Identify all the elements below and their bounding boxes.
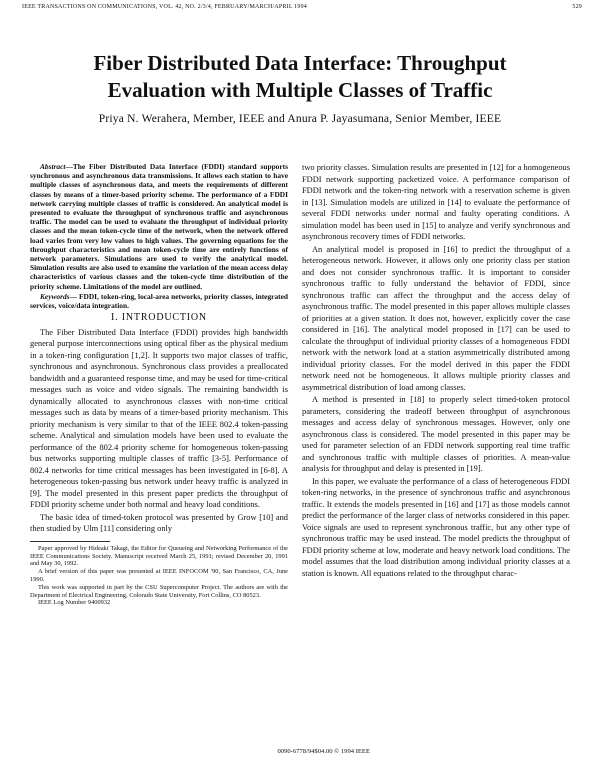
- copyright-line: 0090-6778/94$04.00 © 1994 IEEE: [277, 748, 370, 755]
- abstract-label: Abstract: [40, 162, 66, 171]
- journal-header: IEEE TRANSACTIONS ON COMMUNICATIONS, VOL. 42, NO. 2/3/4, FEBRUARY/MARCH/APRIL 1994: [22, 4, 307, 10]
- footnote: [30, 545, 288, 607]
- footnote-divider: [30, 541, 110, 542]
- running-head: [22, 4, 582, 10]
- intro-paragraph: The Fiber Distributed Data Interface (FDDI) provides high bandwidth general purpose interconnections using optical fiber as the physical medium in a token-ring configuration [1,2]. It supports two major classes of traffic, synchronous and asynchronous. Synchronous class provides a preallocated bandwidth and a guaranteed response time, and may be used for time-critical messages such as voice and video signals. The remaining bandwidth is dynamically allocated to asynchronous classes with non-time critical messages such as data by means of a timer-based priority mechanism. This priority mechanism is very similar to that of the IEEE 802.4 token-passing scheme. Analytical and simulation models have been used to evaluate the performance of the 802.4 priority scheme for homogeneous token-passing bus networks supporting multiple classes of traffic [3-5]. Performance of 802.4 networks for time critical messages has been investigated in [6-8]. A heterogeneous token-passing bus network under heavy traffic is analyzed in [9]. The model presented in this present paper predicts the throughput of FDDI priority scheme under both normal and heavy load conditions.: [30, 327, 288, 510]
- ieee-log-number: IEEE Log Number 9400932: [38, 599, 111, 607]
- right-column: [302, 162, 570, 580]
- title-line-2: Evaluation with Multiple Classes of Traffic: [107, 78, 493, 102]
- author-line: Priya N. Werahera, Member, IEEE and Anura P. Jayasumana, Senior Member, IEEE: [98, 113, 502, 125]
- footnote-paragraph: This work was supported in part by the CSU Supercomputer Project. The authors are with the Department of Electrical Engineering, Colorado State University, Fort Collins, CO 80523.: [30, 583, 288, 599]
- footnote-paragraph: A brief version of this paper was presented at IEEE INFOCOM '90, San Francisco, CA, June 1990.: [30, 568, 288, 583]
- footnote-paragraph: Paper approved by Hideaki Takagi, the Editor for Queueing and Networking Performance of the IEEE Communications Society. Manuscript received March 25, 1991; revised December 20, 1991 and May 30, 1992.: [30, 544, 288, 568]
- keywords: [30, 292, 288, 310]
- page-footer: [30, 748, 570, 755]
- title-line-1: Fiber Distributed Data Interface: Throughput: [93, 51, 507, 75]
- section-heading: I. INTRODUCTION: [111, 312, 207, 324]
- body-paragraph: An analytical model is proposed in [16] to predict the throughput of a heterogeneous network. However, it allows only one priority class per station and does not consider synchronous traffic. It is important to consider synchronous traffic to fully understand the behavior of FDDI, since synchronous traffic can affect the throughput and the access delay of asynchronous traffic. The model presented in this paper allows multiple classes of priorities at a given station. It does not, however, explicitly cover the case considered in [16]. The analytical model proposed in [17] can be used to calculate the throughput of individual priority classes of a homogeneous FDDI network with the network load at a station asymmetrically distributed among individual priority classes. For the model derived in this paper the FDDI network need not be homogeneous. It allows multiple priority classes and asymmetrical distribution of load among classes.: [302, 244, 570, 392]
- paper-title: [0, 50, 600, 104]
- body-paragraph: In this paper, we evaluate the performance of a class of heterogeneous FDDI token-ring networks, in the presence of synchronous traffic and asynchronous traffic. It extends the models presented in [16] and [17] as those models cannot predict the performance of the larger class of networks considered in this paper. Voice signals are used to represent synchronous traffic, but any other type of synchronous traffic may be used instead. The model predicts the throughput of FDDI priority scheme at low, moderate and heavy network load conditions. The model assumes that the load distribution among individual priority classes at a station is known. All equations related to the throughput charac-: [302, 476, 570, 578]
- body-paragraph: two priority classes. Simulation results are presented in [12] for a homogeneous FDDI network supporting packetized voice. A performance comparison of FDDI network and the token-ring network with a reservation scheme is given in [13]. Simulation models are utilized in [14] to evaluate the performance of several FDDI networks under normal and faulty operating conditions. A simulation model has been used in [15] to analyze and verify synchronous and asynchronous recovery times of FDDI networks.: [302, 163, 570, 241]
- abstract-text: —The Fiber Distributed Data Interface (FDDI) standard supports synchronous and asynchronous data transmissions. It allows each station to have multiple classes of asynchronous data, and meets the requirements of different classes by means of a timer-based priority scheme. The performance of a FDDI network carrying multiple classes of traffic is considered. An analytical model is presented to evaluate the throughput of synchronous traffic and asynchronous traffic. The model can be used to evaluate the throughput of individual priority classes and the mean token-cycle time of the network, when the network offered load varies from very low values to high values. The governing equations for the throughput characteristics and mean token-cycle time are entirely functions of network parameters. Simulations are used to verify the analytical model. Simulation results are also used to examine the variation of the mean access delay characteristics of various classes and the token-cycle time distribution of the priority scheme. Limitations of the model are outlined.: [30, 162, 288, 291]
- keywords-text: — FDDI, token-ring, local-area networks, priority classes, integrated services, voice/data integration.: [30, 291, 288, 311]
- keywords-label: Keywords: [40, 291, 70, 301]
- intro-paragraph: The basic idea of timed-token protocol was presented by Grow [10] and then studied by Ulm [11] considering only: [30, 512, 288, 534]
- page-number: 529: [572, 4, 582, 10]
- abstract: [30, 162, 288, 291]
- body-paragraph: A method is presented in [18] to properly select timed-token protocol parameters, considering the tradeoff between throughput of asynchronous messages and access delay of synchronous messages. However, only one asynchronous class is considered. The model presented in this paper may be used for parameter selection of an FDDI network supporting real time traffic and synchronous traffic with multiple classes of priorities. A mean-value analysis for throughput and delay is presented in [19].: [302, 395, 570, 473]
- left-column: [30, 162, 288, 607]
